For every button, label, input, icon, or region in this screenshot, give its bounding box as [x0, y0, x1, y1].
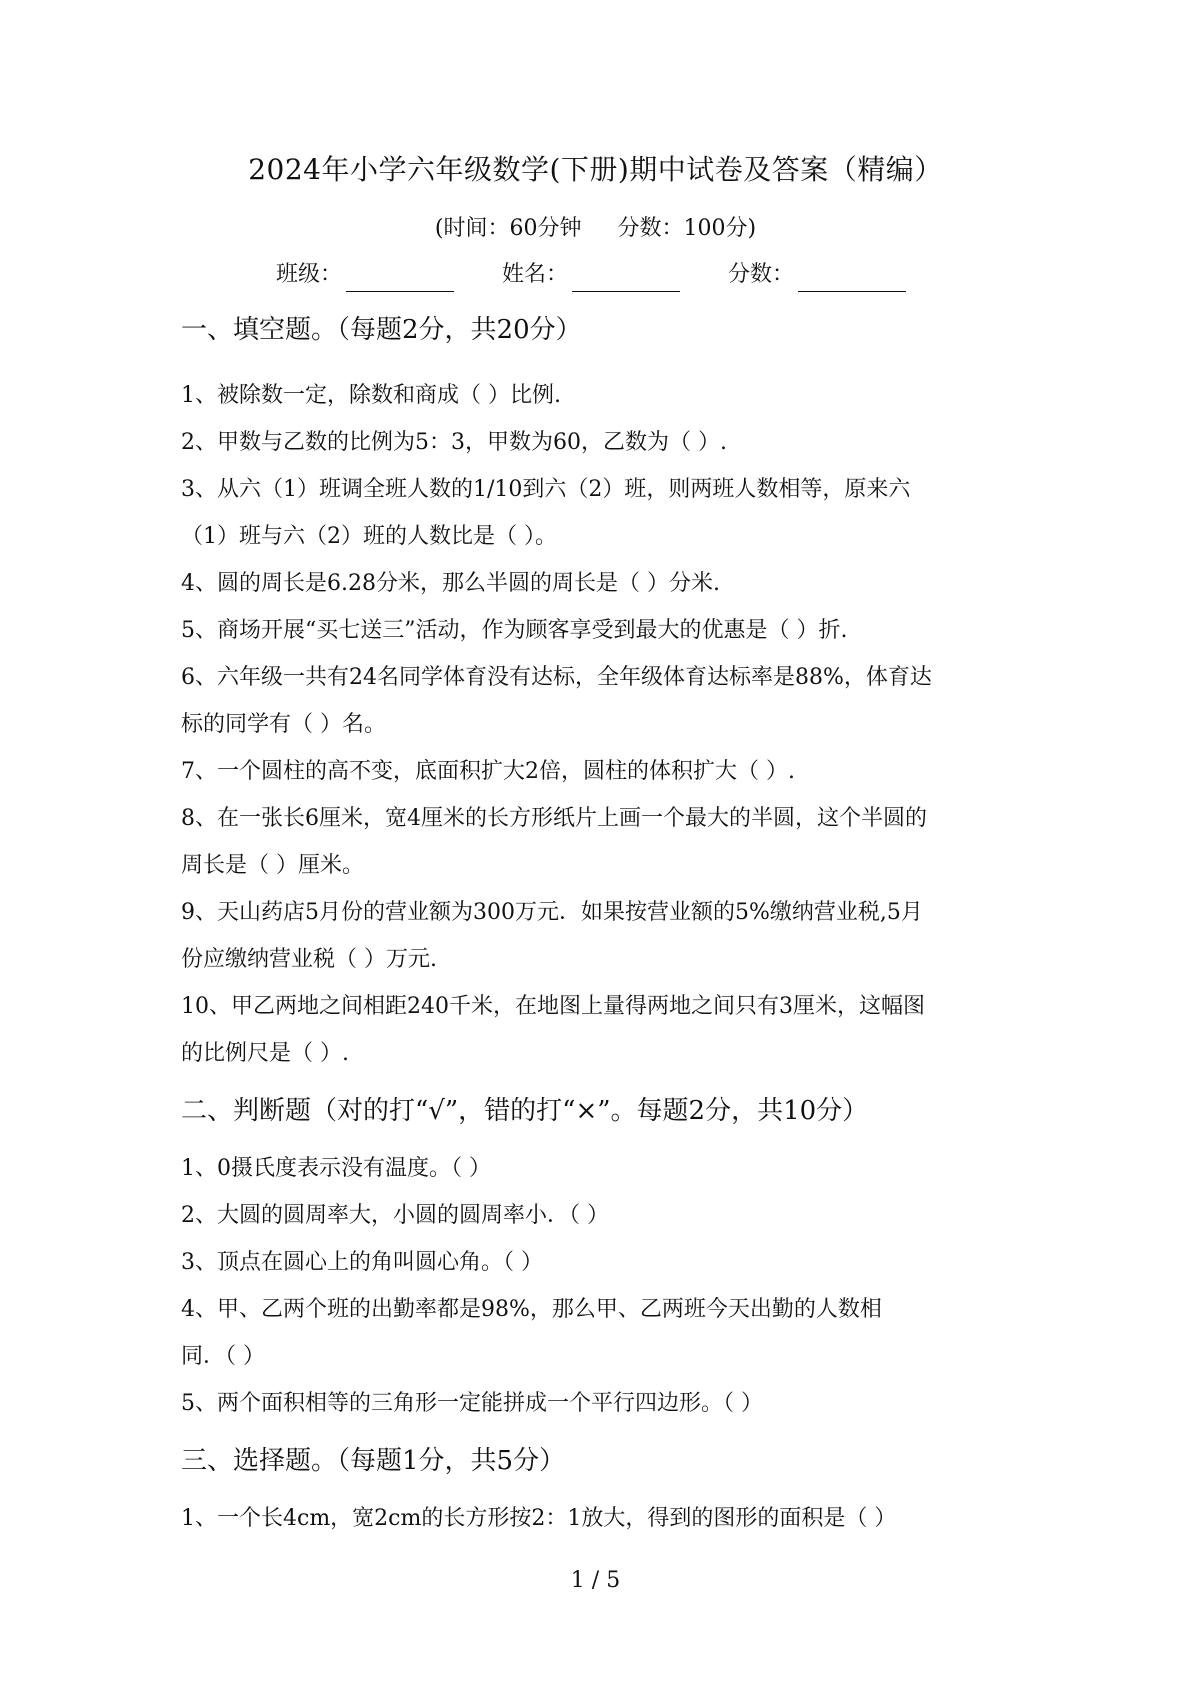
question-line: 1、0摄氏度表示没有温度。（ ） [181, 1156, 491, 1181]
section-true-false-header [181, 1077, 1031, 1145]
question-line: 6、六年级一共有24名同学体育没有达标，全年级体育达标率是88%，体育达 [181, 665, 932, 690]
question-line: 1、一个长4cm，宽2cm的长方形按2：1放大，得到的图形的面积是（ ） [181, 1506, 897, 1531]
section-fill-blank-header [181, 308, 1031, 372]
name-label: 姓名： [502, 262, 569, 287]
exam-content [181, 308, 1031, 1542]
question-line: 周长是（ ）厘米。 [181, 853, 364, 878]
question-line: 2、大圆的圆周率大，小圆的圆周率小．（ ） [181, 1203, 609, 1228]
question-line: 4、甲、乙两个班的出勤率都是98%，那么甲、乙两班今天出勤的人数相 [181, 1297, 882, 1322]
question-line: 10、甲乙两地之间相距240千米，在地图上量得两地之间只有3厘米，这幅图 [181, 994, 925, 1019]
question-line: （1）班与六（2）班的人数比是（ ）。 [181, 524, 557, 549]
question-line: 份应缴纳营业税（ ）万元. [181, 947, 437, 972]
score-label: 分数： [728, 262, 795, 287]
score-field [728, 258, 906, 292]
section-true-false [181, 1145, 1031, 1427]
question-line: 2、甲数与乙数的比例为5：3，甲数为60，乙数为（ ）. [181, 430, 727, 455]
section-heading: 二、判断题（对的打“√”，错的打“×”。每题2分，共10分） [181, 1096, 869, 1126]
exam-total-score: 分数：100分) [617, 216, 757, 241]
question-line: 5、两个面积相等的三角形一定能拼成一个平行四边形。（ ） [181, 1391, 763, 1416]
question-line: 7、一个圆柱的高不变，底面积扩大2倍，圆柱的体积扩大（ ）. [181, 759, 795, 784]
page-number: 1 / 5 [570, 1568, 621, 1593]
exam-time: (时间：60分钟 [434, 216, 582, 241]
question-line: 3、顶点在圆心上的角叫圆心角。（ ） [181, 1250, 543, 1275]
question-line: 8、在一张长6厘米，宽4厘米的长方形纸片上画一个最大的半圆，这个半圆的 [181, 806, 927, 831]
question-line: 5、商场开展“买七送三”活动，作为顾客享受到最大的优惠是（ ）折. [181, 618, 848, 643]
section-multiple-choice [181, 1495, 1031, 1542]
class-label: 班级： [276, 262, 343, 287]
page-title: 2024年小学六年级数学(下册)期中试卷及答案（精编） [248, 153, 943, 186]
question-line: 1、被除数一定，除数和商成（ ）比例. [181, 383, 561, 408]
score-blank-line [798, 265, 906, 292]
class-blank-line [346, 265, 454, 292]
question-line: 4、圆的周长是6.28分米，那么半圆的周长是（ ）分米. [181, 571, 720, 596]
question-line: 标的同学有（ ）名。 [181, 712, 386, 737]
section-heading: 三、选择题。（每题1分，共5分） [181, 1446, 566, 1476]
name-blank-line [572, 265, 680, 292]
section-fill-blank [181, 372, 1031, 1077]
section-heading: 一、填空题。（每题2分，共20分） [181, 315, 582, 345]
question-line: 3、从六（1）班调全班人数的1/10到六（2）班，则两班人数相等，原来六 [181, 477, 911, 502]
class-field [276, 258, 454, 292]
name-field [502, 258, 680, 292]
question-line: 9、天山药店5月份的营业额为300万元．如果按营业额的5%缴纳营业税,5月 [181, 900, 923, 925]
section-multiple-choice-header [181, 1427, 1031, 1495]
exam-time-score [0, 212, 1191, 246]
question-line: 同．（ ） [181, 1344, 265, 1369]
student-info-row [276, 258, 906, 292]
question-line: 的比例尺是（ ）. [181, 1041, 349, 1066]
